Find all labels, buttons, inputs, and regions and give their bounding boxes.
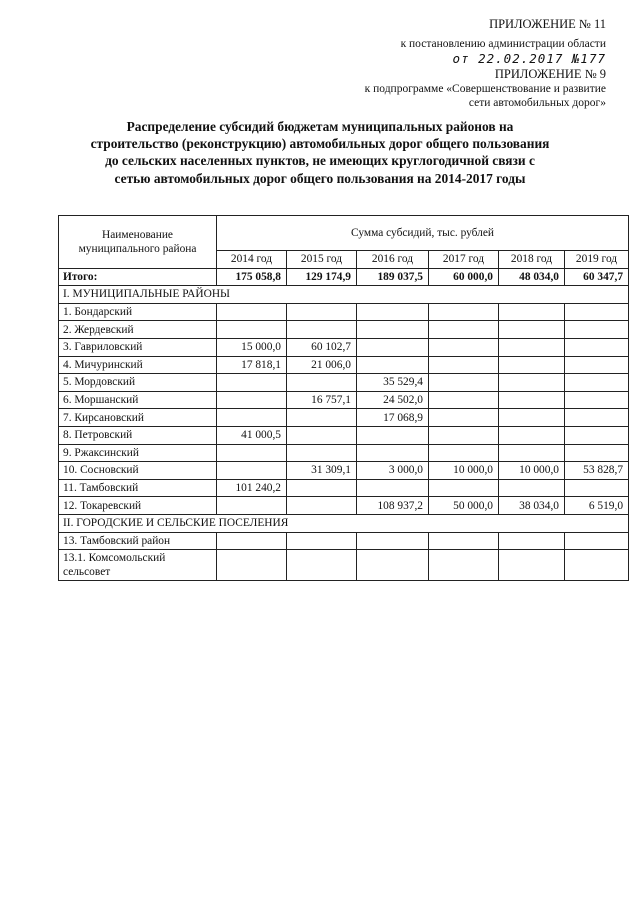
row-value: 16 757,1 — [287, 391, 357, 409]
row-name: 5. Мордовский — [59, 374, 217, 392]
row-name: 7. Кирсановский — [59, 409, 217, 427]
row-value — [565, 426, 629, 444]
row-value — [357, 356, 429, 374]
row-value — [429, 356, 499, 374]
row-value — [357, 321, 429, 339]
table-row — [59, 462, 629, 480]
row-value — [287, 374, 357, 392]
row-value — [565, 356, 629, 374]
row-value — [357, 303, 429, 321]
row-value — [565, 391, 629, 409]
row-value — [217, 391, 287, 409]
row-value — [499, 391, 565, 409]
row-value — [499, 409, 565, 427]
row-value: 60 102,7 — [287, 338, 357, 356]
row-value: 50 000,0 — [429, 497, 499, 515]
row-value — [429, 444, 499, 462]
row-value — [217, 462, 287, 480]
row-value — [429, 303, 499, 321]
row-value: 6 519,0 — [565, 497, 629, 515]
row-name: 12. Токаревский — [59, 497, 217, 515]
row-name: 9. Ржаксинский — [59, 444, 217, 462]
row-value — [357, 338, 429, 356]
row-value — [287, 444, 357, 462]
section-municipal-districts: I. МУНИЦИПАЛЬНЫЕ РАЙОНЫ — [59, 286, 629, 304]
row-value — [287, 497, 357, 515]
row-value — [499, 444, 565, 462]
year-header: 2018 год — [499, 251, 565, 269]
row-value: 38 034,0 — [499, 497, 565, 515]
row-value — [499, 303, 565, 321]
table-row — [59, 321, 629, 339]
row-value — [429, 321, 499, 339]
row-value — [429, 479, 499, 497]
column-header-name: Наименование муниципального района — [59, 216, 217, 269]
row-value — [429, 426, 499, 444]
column-header-sum: Сумма субсидий, тыс. рублей — [217, 216, 629, 251]
row-value — [287, 426, 357, 444]
row-value — [217, 303, 287, 321]
table-row — [59, 426, 629, 444]
year-header: 2017 год — [429, 251, 499, 269]
row-name: 6. Моршанский — [59, 391, 217, 409]
handwritten-date-number: от 22.02.2017 №177 — [452, 51, 606, 66]
total-value: 60 347,7 — [565, 268, 629, 286]
row-value — [357, 479, 429, 497]
row-value: 17 818,1 — [217, 356, 287, 374]
total-label: Итого: — [59, 268, 217, 286]
row-value — [565, 303, 629, 321]
row-value: 3 000,0 — [357, 462, 429, 480]
table-row — [59, 497, 629, 515]
row-value: 15 000,0 — [217, 338, 287, 356]
year-header: 2014 год — [217, 251, 287, 269]
table-row — [59, 356, 629, 374]
row-value: 10 000,0 — [429, 462, 499, 480]
row-value — [287, 479, 357, 497]
total-value: 175 058,8 — [217, 268, 287, 286]
row-value — [287, 321, 357, 339]
row-value — [217, 444, 287, 462]
row-name: 2. Жердевский — [59, 321, 217, 339]
row-value — [429, 338, 499, 356]
table-row — [59, 409, 629, 427]
table-header-row — [59, 216, 629, 251]
section-row — [59, 286, 629, 304]
total-value: 189 037,5 — [357, 268, 429, 286]
row-value — [565, 374, 629, 392]
table-row — [59, 532, 629, 550]
row-value — [217, 374, 287, 392]
decree-reference: к постановлению администрации области — [400, 38, 606, 50]
row-value: 17 068,9 — [357, 409, 429, 427]
year-header: 2019 год — [565, 251, 629, 269]
row-value: 10 000,0 — [499, 462, 565, 480]
table-row — [59, 391, 629, 409]
subprogram-reference-line2: сети автомобильных дорог» — [468, 97, 606, 109]
row-name: 3. Гавриловский — [59, 338, 217, 356]
row-value — [565, 479, 629, 497]
row-value — [499, 426, 565, 444]
row-value: 31 309,1 — [287, 462, 357, 480]
total-value: 60 000,0 — [429, 268, 499, 286]
total-value: 48 034,0 — [499, 268, 565, 286]
total-value: 129 174,9 — [287, 268, 357, 286]
section-row — [59, 514, 629, 532]
year-header: 2016 год — [357, 251, 429, 269]
document-title: Распределение субсидий бюджетам муниципальных районов на строительство (реконструкцию) автомобильных дорог общего пользования до сельских населенных пунктов, не имеющих круглогодичной связи с сетью автомобильных дорог общего пользования на 2014-2017 годы — [90, 119, 550, 186]
row-value — [357, 426, 429, 444]
table-row — [59, 374, 629, 392]
section-settlements: II. ГОРОДСКИЕ И СЕЛЬСКИЕ ПОСЕЛЕНИЯ — [59, 514, 629, 532]
appendix-9-heading: ПРИЛОЖЕНИЕ № 9 — [494, 67, 606, 81]
row-value: 35 529,4 — [357, 374, 429, 392]
row-value — [287, 409, 357, 427]
row-value — [499, 479, 565, 497]
district-rows — [59, 303, 629, 514]
row-value — [357, 444, 429, 462]
table-row — [59, 479, 629, 497]
row-value: 108 937,2 — [357, 497, 429, 515]
row-value — [217, 409, 287, 427]
row-value: 24 502,0 — [357, 391, 429, 409]
total-row — [59, 268, 629, 286]
row-name: 13.1. Комсомольский сельсовет — [59, 550, 217, 581]
year-header: 2015 год — [287, 251, 357, 269]
row-value: 101 240,2 — [217, 479, 287, 497]
row-value — [217, 321, 287, 339]
row-name: 10. Сосновский — [59, 462, 217, 480]
row-value — [499, 374, 565, 392]
row-name: 8. Петровский — [59, 426, 217, 444]
row-name: 4. Мичуринский — [59, 356, 217, 374]
table-row — [59, 303, 629, 321]
row-value: 53 828,7 — [565, 462, 629, 480]
row-value: 21 006,0 — [287, 356, 357, 374]
row-name: 1. Бондарский — [59, 303, 217, 321]
row-value — [499, 338, 565, 356]
row-value — [565, 409, 629, 427]
row-value — [429, 391, 499, 409]
row-name: 11. Тамбовский — [59, 479, 217, 497]
row-value — [429, 409, 499, 427]
row-value: 41 000,5 — [217, 426, 287, 444]
row-value — [499, 321, 565, 339]
row-value — [565, 444, 629, 462]
row-value — [217, 497, 287, 515]
table-row — [59, 550, 629, 581]
row-value — [499, 356, 565, 374]
subprogram-reference: к подпрограмме «Совершенствование и развитие — [364, 83, 606, 95]
row-value — [565, 338, 629, 356]
table-row — [59, 338, 629, 356]
subsidy-table — [58, 215, 629, 581]
row-value — [287, 303, 357, 321]
row-name: 13. Тамбовский район — [59, 532, 217, 550]
appendix-11-heading: ПРИЛОЖЕНИЕ № 11 — [489, 17, 606, 31]
row-value — [565, 321, 629, 339]
table-row — [59, 444, 629, 462]
row-value — [429, 374, 499, 392]
